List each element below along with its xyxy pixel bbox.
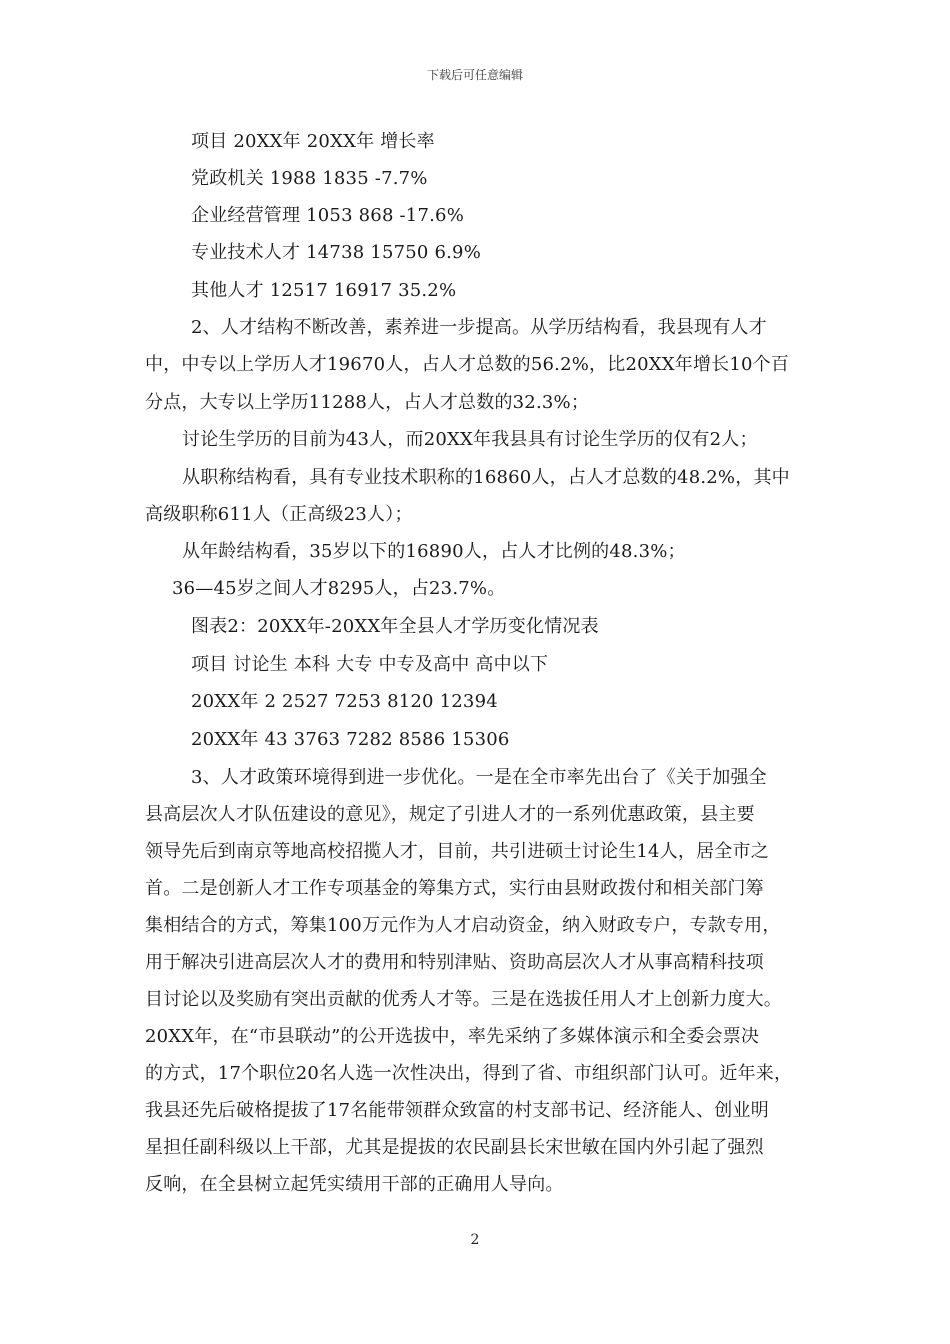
paragraph-line: 星担任副科级以上干部，尤其是提拔的农民副县长宋世敏在国内外引起了强烈 bbox=[145, 1137, 764, 1158]
paragraph-line: 用于解决引进高层次人才的费用和特别津贴、资助高层次人才从事高精科技项 bbox=[145, 952, 764, 973]
paragraph-line: 目讨论以及奖励有突出贡献的优秀人才等。三是在选拔任用人才上创新力度大。 bbox=[145, 989, 782, 1010]
paragraph-line: 反响，在全县树立起凭实绩用干部的正确用人导向。 bbox=[145, 1174, 564, 1195]
paragraph-line: 36—45岁之间人才8295人，占23.7%。 bbox=[172, 578, 506, 599]
paragraph-line: 从职称结构看，具有专业技术职称的16860人，占人才总数的48.2%，其中 bbox=[182, 467, 790, 488]
table2-header-row: 项目 讨论生 本科 大专 中专及高中 高中以下 bbox=[191, 654, 549, 675]
table1-row: 其他人才 12517 16917 35.2% bbox=[191, 280, 457, 301]
table1-row: 企业经营管理 1053 868 -17.6% bbox=[191, 205, 464, 226]
paragraph-line: 分点，大专以上学历11288人，占人才总数的32.3%； bbox=[145, 392, 590, 413]
table2-caption: 图表2：20XX年-20XX年全县人才学历变化情况表 bbox=[191, 616, 599, 637]
paragraph-line: 20XX年，在“市县联动”的公开选拔中，率先采纳了多媒体演示和全委会票决 bbox=[145, 1026, 760, 1047]
table2-row: 20XX年 43 3763 7282 8586 15306 bbox=[191, 729, 510, 750]
paragraph-line: 领导先后到南京等地高校招揽人才，目前，共引进硕士讨论生14人，居全市之 bbox=[145, 841, 769, 862]
paragraph-line: 中，中专以上学历人才19670人，占人才总数的56.2%，比20XX年增长10个百 bbox=[145, 354, 790, 375]
paragraph-line: 首。二是创新人才工作专项基金的筹集方式，实行由县财政拨付和相关部门筹 bbox=[145, 878, 764, 899]
paragraph-line: 从年龄结构看，35岁以下的16890人，占人才比例的48.3%； bbox=[182, 541, 686, 562]
paragraph-line: 我县还先后破格提拔了17名能带领群众致富的村支部书记、经济能人、创业明 bbox=[145, 1100, 769, 1121]
paragraph-line: 2、人才结构不断改善，素养进一步提高。从学历结构看，我县现有人才 bbox=[191, 317, 767, 338]
paragraph-line: 3、人才政策环境得到进一步优化。一是在全市率先出台了《关于加强全 bbox=[191, 767, 767, 788]
table2-row: 20XX年 2 2527 7253 8120 12394 bbox=[191, 691, 498, 712]
paragraph-line: 集相结合的方式，筹集100万元作为人才启动资金，纳入财政专户，专款专用， bbox=[145, 915, 781, 936]
paragraph-line: 讨论生学历的目前为43人，而20XX年我县具有讨论生学历的仅有2人； bbox=[182, 429, 758, 450]
paragraph-line: 的方式，17个职位20名人选一次性决出，得到了省、市组织部门认可。近年来， bbox=[145, 1063, 793, 1084]
page-number: 2 bbox=[470, 1232, 480, 1248]
table1-row: 党政机关 1988 1835 -7.7% bbox=[191, 168, 428, 189]
paragraph-line: 高级职称611人（正高级23人）； bbox=[145, 504, 413, 525]
page-header: 下载后可任意编辑 bbox=[426, 68, 523, 82]
paragraph-line: 县高层次人才队伍建设的意见》，规定了引进人才的一系列优惠政策，县主要 bbox=[145, 804, 755, 825]
table1-header-row: 项目 20XX年 20XX年 增长率 bbox=[191, 131, 435, 152]
table1-row: 专业技术人才 14738 15750 6.9% bbox=[191, 242, 482, 263]
